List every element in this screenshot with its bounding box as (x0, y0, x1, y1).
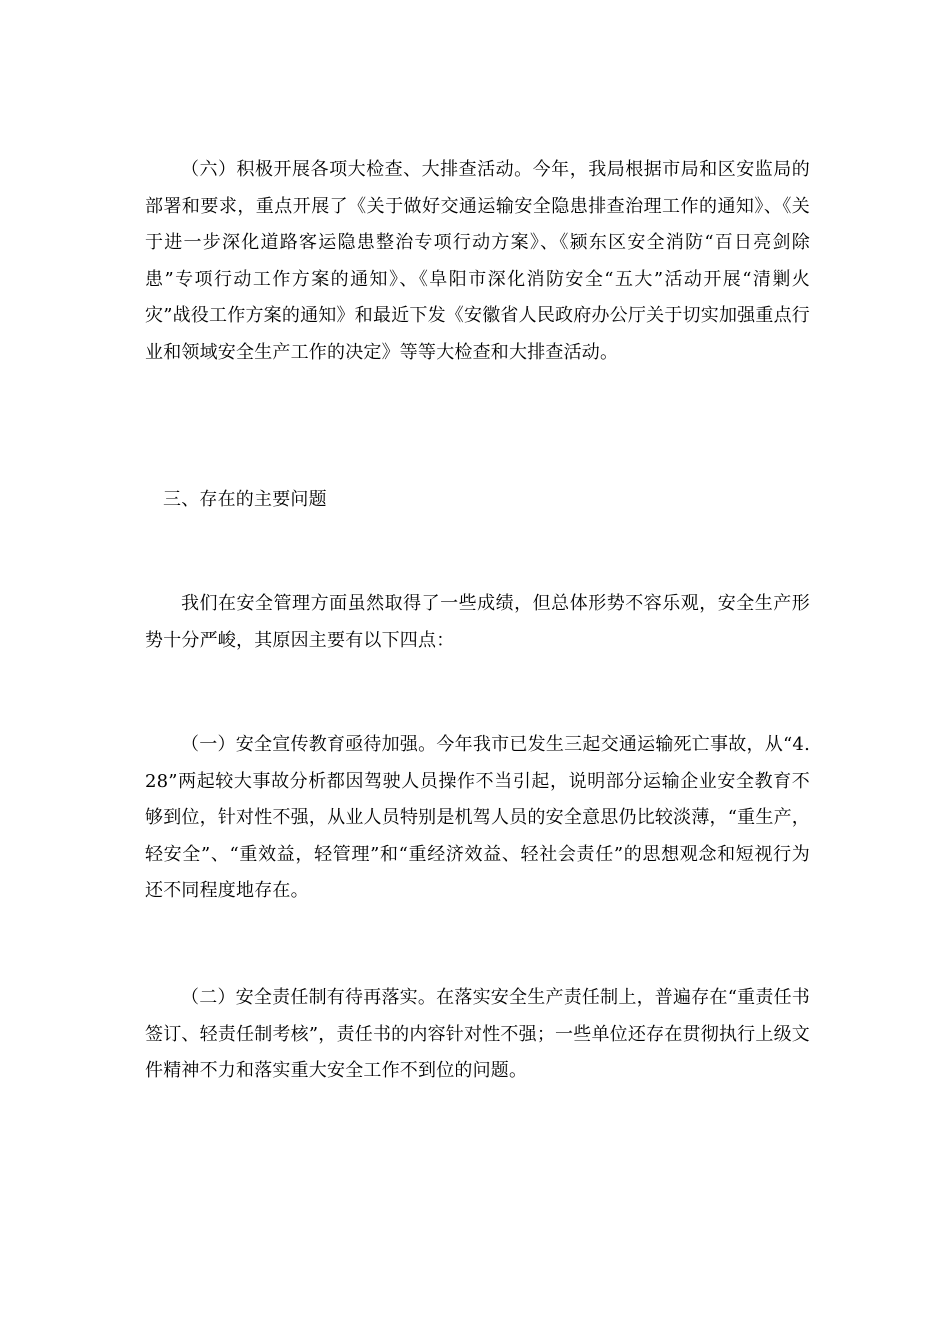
problem-paragraph-2: （二）安全责任制有待再落实。在落实安全生产责任制上，普遍存在“重责任书签订、轻责任制考核”，责任书的内容针对性不强；一些单位还存在贯彻执行上级文件精神不力和落实重大安全工作不到位的问题。 (145, 987, 810, 1081)
section-heading: 三、存在的主要问题 (163, 489, 327, 510)
paragraph-item-6: （六）积极开展各项大检查、大排查活动。今年，我局根据市局和区安监局的部署和要求，重点开展了《关于做好交通运输安全隐患排查治理工作的通知》、《关于进一步深化道路客运隐患整治专项行动方案》、《颍东区安全消防“百日亮剑除患”专项行动工作方案的通知》、《阜阳市深化消防安全“五大”活动开展“清剿火灾”战役工作方案的通知》和最近下发《安徽省人民政府办公厅关于切实加强重点行业和领域安全生产工作的决定》等等大检查和大排查活动。 (145, 159, 810, 363)
problem-paragraph-1: （一）安全宣传教育亟待加强。今年我市已发生三起交通运输死亡事故，从“4.28”两起较大事故分析都因驾驶人员操作不当引起，说明部分运输企业安全教育不够到位，针对性不强，从业人员特别是机驾人员的安全意思仍比较淡薄，“重生产，轻安全”、“重效益，轻管理”和“重经济效益、轻社会责任”的思想观念和短视行为还不同程度地存在。 (145, 734, 810, 901)
intro-paragraph: 我们在安全管理方面虽然取得了一些成绩，但总体形势不容乐观，安全生产形势十分严峻，其原因主要有以下四点： (145, 593, 810, 651)
